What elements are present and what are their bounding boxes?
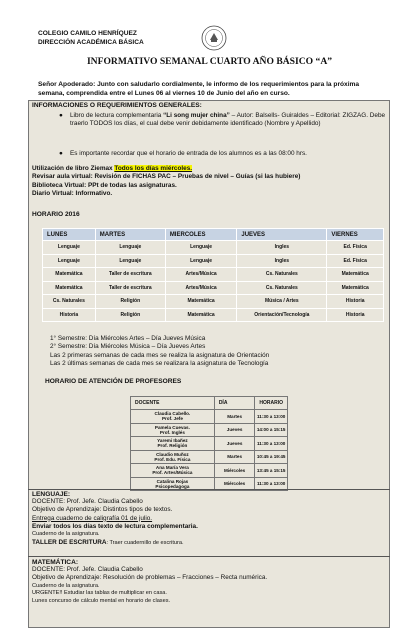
page-title: INFORMATIVO SEMANAL CUARTO AÑO BÁSICO “A”: [86, 56, 333, 67]
intro-paragraph: Señor Apoderado: Junto con saludarlo cordialmente, le informo de los requerimientos para la próxima semana, comprendida entre el Lunes 06 al viernes 10 de Junio del año en curso.: [38, 81, 360, 97]
schedule-cell: Taller de escritura: [95, 281, 165, 295]
ziemax-day: Todos los días miércoles.: [114, 165, 193, 172]
table-row: [43, 308, 384, 322]
schedule-cell: Matemática: [327, 268, 384, 282]
table-row: [131, 410, 288, 424]
schedule-cell: Taller de escritura: [95, 268, 165, 282]
lenguaje-reading-note: Enviar todos los días texto de lectura complementaria.: [32, 522, 198, 530]
lenguaje-delivery: Entrega cuaderno de caligrafía 01 de julio.: [32, 514, 153, 522]
teacher-cell: [131, 423, 215, 437]
matematica-objective: Objetivo de Aprendizaje: Resolución de problemas – Fracciones – Recta numérica.: [32, 574, 268, 582]
day-cell: Miércoles: [214, 464, 255, 478]
lenguaje-title: LENGUAJE:: [32, 491, 71, 498]
teacher-role: Prof. Inglés: [159, 429, 185, 435]
schedule-cell: Cs. Naturales: [237, 281, 327, 295]
teacher-cell: [131, 464, 215, 478]
semester-line: 2° Semestre: Día Miércoles Música – Día Jueves Artes: [50, 343, 206, 351]
attention-table: [130, 396, 288, 491]
schedule-cell: Cs. Naturales: [43, 295, 96, 309]
writing-workshop: [32, 539, 387, 548]
schedule-header: LUNES: [43, 229, 96, 241]
day-cell: Jueves: [214, 437, 255, 451]
time-cell: 11:30 a 13:00: [255, 477, 288, 491]
virtual-library-note: Biblioteca Virtual: PPt de todas las asignaturas.: [32, 181, 177, 189]
bullet-icon: ●: [59, 112, 63, 119]
teacher-name: Yaremi Ibañez: [157, 438, 188, 444]
bullet-text: – Autor: Balsells- Guiraldes – Editorial: ZIGZAG. Debe traerlo TODOS los días, el cual debe venir debidamente identificado (Nombre y Apellido): [70, 112, 386, 128]
bullet-icon: ●: [59, 150, 63, 157]
semester-notes: [50, 335, 385, 368]
day-cell: Martes: [214, 450, 255, 464]
virtual-diary-note: Diario Virtual: Informativo.: [32, 189, 113, 197]
matematica-urgent: URGENTE!! Estudiar las tablas de multiplicar en casa.: [32, 590, 167, 597]
lenguaje-notebook: Cuaderno de la asignatura.: [32, 531, 100, 538]
schedule-cell: Matemática: [327, 281, 384, 295]
schedule-table: [42, 228, 384, 322]
virtual-classroom-note: Revisar aula virtual: Revisión de FICHAS PAC – Pruebas de nivel – Guías (si las hubiere): [32, 173, 301, 181]
section-divider: [28, 489, 390, 490]
section-divider: [28, 556, 390, 557]
teacher-name: Claudio Muñoz: [156, 451, 189, 457]
table-row: [43, 241, 384, 255]
schedule-cell: Artes/Música: [165, 268, 237, 282]
matematica-section: [32, 559, 387, 605]
teacher-name: Ana María Vera: [155, 465, 189, 471]
school-header: [38, 30, 144, 47]
day-cell: Jueves: [214, 423, 255, 437]
teacher-cell: [131, 410, 215, 424]
schedule-cell: Ed. Física: [327, 241, 384, 255]
schedule-header-row: [43, 229, 384, 241]
general-bullet-entry: [59, 150, 388, 158]
schedule-header: JUEVES: [237, 229, 327, 241]
schedule-header: VIERNES: [327, 229, 384, 241]
ziemax-note: [32, 165, 387, 173]
schedule-cell: Música / Artes: [237, 295, 327, 309]
table-row: [43, 295, 384, 309]
schedule-cell: Matemática: [43, 281, 96, 295]
teacher-cell: [131, 437, 215, 451]
workshop-text: : Traer cuadernillo de escritura.: [106, 539, 184, 546]
day-cell: Miércoles: [214, 477, 255, 491]
schedule-cell: Ingles: [237, 241, 327, 255]
matematica-title: MATEMÁTICA:: [32, 559, 79, 566]
semester-line: 1° Semestre: Día Miércoles Artes – Día Jueves Música: [50, 335, 206, 342]
general-title: INFORMACIONES O REQUERIMIENTOS GENERALES:: [32, 102, 202, 109]
schedule-cell: Religión: [95, 308, 165, 322]
ziemax-label: Utilización de libro Ziemax: [32, 165, 115, 172]
matematica-notebook: Cuaderno de la asignatura.: [32, 582, 100, 589]
table-row: [43, 281, 384, 295]
table-row: [131, 450, 288, 464]
teacher-name: Pamela Cuevas.: [154, 424, 190, 430]
schedule-cell: Lenguaje: [95, 241, 165, 255]
time-cell: 10:45 a 19:45: [255, 450, 288, 464]
table-row: [131, 437, 288, 451]
general-bullet-book: [59, 112, 388, 129]
schedule-header: MARTES: [95, 229, 165, 241]
schedule-cell: Lenguaje: [165, 241, 237, 255]
table-row: [131, 464, 288, 478]
semester-line: Las 2 primeras semanas de cada mes se realiza la asignatura de Orientación: [50, 351, 270, 359]
department-name: DIRECCIÓN ACADÉMICA BÁSICA: [38, 38, 144, 46]
schedule-cell: Lenguaje: [43, 254, 96, 268]
attention-title: HORARIO DE ATENCIÓN DE PROFESORES: [45, 378, 182, 385]
day-cell: Martes: [214, 410, 255, 424]
schedule-cell: Ed. Física: [327, 254, 384, 268]
teacher-cell: [131, 450, 215, 464]
matematica-teacher: DOCENTE: Prof. Jefe. Claudia Cabello: [32, 566, 143, 573]
schedule-cell: Cs. Naturales: [237, 268, 327, 282]
teacher-role: Prof. Religión: [157, 443, 188, 449]
schedule-cell: Religión: [95, 295, 165, 309]
schedule-cell: Ingles: [237, 254, 327, 268]
teacher-role: Prof. Edu. Física: [154, 456, 191, 462]
table-row: [131, 423, 288, 437]
time-cell: 13:45 a 15:15: [255, 464, 288, 478]
schedule-cell: Artes/Música: [165, 281, 237, 295]
schedule-cell: Historia: [327, 295, 384, 309]
attention-header-row: [131, 397, 288, 410]
semester-line: Las 2 últimas semanas de cada mes se realizara la asignatura de Tecnología: [50, 359, 269, 367]
table-row: [43, 254, 384, 268]
schedule-cell: Lenguaje: [43, 241, 96, 255]
schedule-cell: Matemática: [165, 308, 237, 322]
schedule-cell: Orientación/Tecnología: [237, 308, 327, 322]
school-name: COLEGIO CAMILO HENRÍQUEZ: [38, 30, 137, 37]
attention-header: HORARIO: [255, 397, 288, 410]
bullet-text: Es importante recordar que el horario de entrada de los alumnos es a las 08:00 hrs.: [70, 150, 307, 157]
schedule-cell: Matemática: [43, 268, 96, 282]
time-cell: 11:30 a 13:00: [255, 410, 288, 424]
schedule-cell: Historia: [327, 308, 384, 322]
schedule-cell: Matemática: [165, 295, 237, 309]
matematica-contest: Lunes concurso de cálculo mental en horario de clases.: [32, 597, 171, 604]
virtual-notes: [32, 165, 387, 198]
schedule-cell: Lenguaje: [165, 254, 237, 268]
time-cell: 14:00 a 15:15: [255, 423, 288, 437]
schedule-cell: Lenguaje: [95, 254, 165, 268]
teacher-name: Claudia Cabello.: [154, 411, 191, 417]
book-title: “Li song mujer china”: [163, 112, 230, 119]
lenguaje-section: [32, 491, 387, 547]
teacher-role: Psicopedagoga: [155, 483, 190, 489]
teacher-role: Prof. Artes/Música: [152, 470, 193, 476]
attention-header: DOCENTE: [131, 397, 215, 410]
bullet-text: Libro de lectura complementaria: [70, 112, 164, 119]
table-row: [43, 268, 384, 282]
school-crest-icon: [200, 24, 228, 52]
schedule-header: MIERCOLES: [165, 229, 237, 241]
time-cell: 11:30 a 13:00: [255, 437, 288, 451]
lenguaje-teacher: DOCENTE: Prof. Jefe. Claudia Cabello: [32, 498, 143, 505]
teacher-name: Catalina Rojas: [156, 478, 189, 484]
schedule-cell: Historia: [43, 308, 96, 322]
teacher-role: Prof. Jefe: [161, 416, 183, 422]
schedule-title: HORARIO 2016: [32, 211, 80, 218]
lenguaje-objective: Objetivo de Aprendizaje: Distintos tipos de textos.: [32, 506, 173, 514]
attention-header: DÍA: [214, 397, 255, 410]
workshop-label: TALLER DE ESCRITURA: [32, 538, 107, 546]
